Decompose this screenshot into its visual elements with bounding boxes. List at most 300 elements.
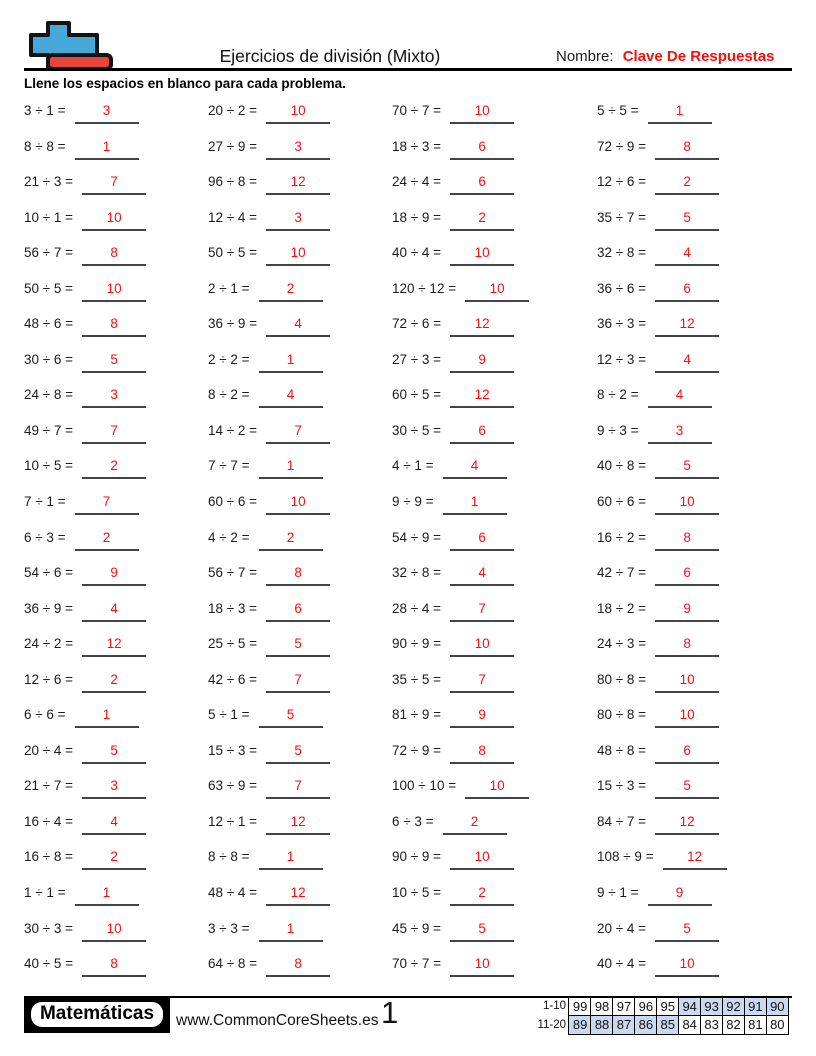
answer-blank: 9 bbox=[82, 565, 146, 586]
problem-expression: 10 ÷ 1 = bbox=[24, 209, 74, 225]
answer-blank: 8 bbox=[655, 530, 719, 551]
answer-blank: 1 bbox=[75, 139, 139, 160]
problem bbox=[208, 563, 392, 599]
answer-blank: 7 bbox=[266, 778, 330, 799]
problem-expression: 24 ÷ 3 = bbox=[597, 636, 647, 652]
problem-expression: 28 ÷ 4 = bbox=[392, 600, 442, 616]
score-cell: 90 bbox=[766, 997, 790, 1017]
answer-blank: 5 bbox=[266, 743, 330, 764]
answer-blank: 2 bbox=[82, 672, 146, 693]
page-number: 1 bbox=[381, 995, 399, 1030]
score-table bbox=[530, 997, 789, 1035]
answer-blank: 10 bbox=[450, 245, 514, 266]
problem-expression: 5 ÷ 5 = bbox=[597, 103, 639, 118]
problem bbox=[208, 812, 392, 848]
problem bbox=[208, 101, 392, 137]
answer-blank: 4 bbox=[450, 565, 514, 586]
answer-blank: 7 bbox=[82, 174, 146, 195]
problem bbox=[24, 101, 208, 137]
page-title: Ejercicios de división (Mixto) bbox=[219, 46, 441, 66]
score-cell: 86 bbox=[634, 1015, 658, 1035]
problem bbox=[597, 812, 792, 848]
problem bbox=[24, 243, 208, 279]
score-cell: 92 bbox=[722, 997, 746, 1017]
problems-column-1 bbox=[24, 101, 208, 990]
answer-blank: 7 bbox=[266, 672, 330, 693]
problem bbox=[208, 954, 392, 990]
problem bbox=[597, 705, 792, 741]
problem bbox=[208, 528, 392, 564]
problem-expression: 45 ÷ 9 = bbox=[392, 920, 442, 936]
problem bbox=[597, 137, 792, 173]
problem bbox=[392, 741, 597, 777]
brand-badge: Matemáticas bbox=[28, 999, 166, 1030]
problem-expression: 12 ÷ 6 = bbox=[597, 174, 647, 190]
problem bbox=[392, 670, 597, 706]
problem bbox=[208, 741, 392, 777]
problem-expression: 12 ÷ 6 = bbox=[24, 671, 74, 687]
answer-blank: 4 bbox=[259, 387, 323, 408]
answer-blank: 12 bbox=[82, 636, 146, 657]
problem-expression: 84 ÷ 7 = bbox=[597, 813, 647, 829]
answer-blank: 1 bbox=[259, 849, 323, 870]
website-text: www.CommonCoreSheets.es bbox=[176, 1012, 379, 1029]
problem bbox=[208, 847, 392, 883]
problem bbox=[208, 634, 392, 670]
answer-blank: 10 bbox=[82, 210, 146, 231]
answer-blank: 2 bbox=[75, 530, 139, 551]
answer-blank: 5 bbox=[655, 458, 719, 479]
answer-blank: 3 bbox=[266, 139, 330, 160]
problem bbox=[24, 528, 208, 564]
problem bbox=[208, 208, 392, 244]
answer-blank: 12 bbox=[266, 174, 330, 195]
problem bbox=[597, 279, 792, 315]
problem bbox=[392, 954, 597, 990]
problem-expression: 96 ÷ 8 = bbox=[208, 174, 258, 190]
problem-expression: 18 ÷ 3 = bbox=[208, 600, 258, 616]
problem bbox=[392, 456, 597, 492]
answer-blank: 9 bbox=[450, 352, 514, 373]
problem bbox=[24, 421, 208, 457]
score-cell: 98 bbox=[590, 997, 614, 1017]
problem bbox=[208, 705, 392, 741]
problem-expression: 50 ÷ 5 = bbox=[208, 245, 258, 261]
problem-expression: 16 ÷ 8 = bbox=[24, 849, 74, 865]
problem-expression: 54 ÷ 9 = bbox=[392, 529, 442, 545]
problem-expression: 9 ÷ 9 = bbox=[392, 494, 434, 510]
problem-expression: 80 ÷ 8 = bbox=[597, 671, 647, 687]
problem bbox=[597, 456, 792, 492]
answer-blank: 1 bbox=[648, 103, 712, 124]
problem-expression: 7 ÷ 1 = bbox=[24, 494, 66, 510]
problems-grid bbox=[24, 101, 792, 990]
answer-blank: 4 bbox=[82, 601, 146, 622]
answer-blank: 10 bbox=[655, 707, 719, 728]
score-cell: 93 bbox=[700, 997, 724, 1017]
problem-expression: 36 ÷ 3 = bbox=[597, 316, 647, 332]
problem-expression: 3 ÷ 3 = bbox=[208, 920, 250, 936]
problem-expression: 6 ÷ 6 = bbox=[24, 707, 66, 723]
answer-blank: 2 bbox=[82, 849, 146, 870]
problem bbox=[24, 350, 208, 386]
problem-expression: 18 ÷ 3 = bbox=[392, 138, 442, 154]
problem-expression: 40 ÷ 5 = bbox=[24, 956, 74, 972]
answer-blank: 10 bbox=[655, 672, 719, 693]
answer-blank: 6 bbox=[655, 565, 719, 586]
problem-expression: 36 ÷ 9 = bbox=[208, 316, 258, 332]
answer-blank: 10 bbox=[450, 956, 514, 977]
header-divider bbox=[24, 68, 792, 71]
problem-expression: 64 ÷ 8 = bbox=[208, 956, 258, 972]
problem-expression: 18 ÷ 2 = bbox=[597, 600, 647, 616]
problem bbox=[392, 314, 597, 350]
answer-blank: 10 bbox=[465, 778, 529, 799]
score-row bbox=[530, 1017, 789, 1035]
problem bbox=[208, 492, 392, 528]
problem-expression: 21 ÷ 3 = bbox=[24, 174, 74, 190]
answer-blank: 1 bbox=[75, 885, 139, 906]
problem bbox=[392, 919, 597, 955]
problem bbox=[24, 847, 208, 883]
problem bbox=[24, 385, 208, 421]
answer-blank: 8 bbox=[82, 956, 146, 977]
answer-blank: 12 bbox=[655, 814, 719, 835]
score-cell: 95 bbox=[656, 997, 680, 1017]
problem bbox=[208, 456, 392, 492]
problem bbox=[597, 172, 792, 208]
problem-expression: 24 ÷ 4 = bbox=[392, 174, 442, 190]
problem bbox=[208, 172, 392, 208]
score-cells bbox=[570, 997, 789, 1017]
answer-blank: 8 bbox=[655, 139, 719, 160]
answer-blank: 10 bbox=[82, 921, 146, 942]
problem-expression: 12 ÷ 3 = bbox=[597, 351, 647, 367]
problem-expression: 2 ÷ 2 = bbox=[208, 351, 250, 367]
problem-expression: 15 ÷ 3 = bbox=[208, 742, 258, 758]
answer-blank: 10 bbox=[266, 103, 330, 124]
problem bbox=[208, 670, 392, 706]
answer-blank: 12 bbox=[266, 885, 330, 906]
problem-expression: 12 ÷ 4 = bbox=[208, 209, 258, 225]
problem bbox=[392, 421, 597, 457]
score-cell: 89 bbox=[568, 1015, 592, 1035]
answer-blank: 4 bbox=[648, 387, 712, 408]
problem-expression: 8 ÷ 8 = bbox=[24, 138, 66, 154]
answer-blank: 1 bbox=[259, 921, 323, 942]
problem-expression: 81 ÷ 9 = bbox=[392, 707, 442, 723]
problem bbox=[24, 954, 208, 990]
score-row bbox=[530, 997, 789, 1017]
answer-blank: 3 bbox=[75, 103, 139, 124]
answer-blank: 10 bbox=[450, 103, 514, 124]
score-cell: 91 bbox=[744, 997, 768, 1017]
answer-blank: 1 bbox=[259, 458, 323, 479]
answer-blank: 9 bbox=[450, 707, 514, 728]
problem bbox=[24, 670, 208, 706]
name-row bbox=[556, 48, 774, 65]
answer-blank: 9 bbox=[648, 885, 712, 906]
problem-expression: 12 ÷ 1 = bbox=[208, 813, 258, 829]
name-label: Nombre: bbox=[556, 48, 614, 65]
answer-blank: 10 bbox=[655, 956, 719, 977]
answer-blank: 1 bbox=[75, 707, 139, 728]
problem-expression: 48 ÷ 8 = bbox=[597, 742, 647, 758]
problem bbox=[392, 847, 597, 883]
answer-blank: 7 bbox=[450, 672, 514, 693]
problem bbox=[24, 279, 208, 315]
problem bbox=[208, 137, 392, 173]
problem bbox=[597, 741, 792, 777]
problem bbox=[208, 599, 392, 635]
problem-expression: 30 ÷ 5 = bbox=[392, 422, 442, 438]
answer-blank: 4 bbox=[82, 814, 146, 835]
answer-blank: 4 bbox=[266, 316, 330, 337]
problem bbox=[597, 243, 792, 279]
problem bbox=[208, 385, 392, 421]
problem-expression: 72 ÷ 9 = bbox=[597, 138, 647, 154]
problem-expression: 56 ÷ 7 = bbox=[208, 565, 258, 581]
answer-blank: 6 bbox=[655, 743, 719, 764]
answer-blank: 4 bbox=[655, 245, 719, 266]
score-cell: 87 bbox=[612, 1015, 636, 1035]
problem bbox=[24, 456, 208, 492]
problem bbox=[24, 208, 208, 244]
problem-expression: 15 ÷ 3 = bbox=[597, 778, 647, 794]
score-row-label: 11-20 bbox=[537, 1018, 566, 1031]
score-cell: 94 bbox=[678, 997, 702, 1017]
problem bbox=[392, 172, 597, 208]
problem-expression: 60 ÷ 5 = bbox=[392, 387, 442, 403]
problem-expression: 7 ÷ 7 = bbox=[208, 458, 250, 474]
problem bbox=[597, 563, 792, 599]
problem-expression: 30 ÷ 3 = bbox=[24, 920, 74, 936]
score-cell: 83 bbox=[700, 1015, 724, 1035]
problem-expression: 48 ÷ 6 = bbox=[24, 316, 74, 332]
problem bbox=[24, 492, 208, 528]
problem bbox=[208, 776, 392, 812]
answer-blank: 2 bbox=[450, 885, 514, 906]
answer-blank: 5 bbox=[655, 778, 719, 799]
problem bbox=[597, 954, 792, 990]
problem-expression: 90 ÷ 9 = bbox=[392, 849, 442, 865]
problem-expression: 108 ÷ 9 = bbox=[597, 849, 654, 865]
problem-expression: 6 ÷ 3 = bbox=[392, 813, 434, 829]
answer-blank: 10 bbox=[450, 636, 514, 657]
problems-column-3 bbox=[392, 101, 597, 990]
instruction-text: Llene los espacios en blanco para cada problema. bbox=[24, 76, 346, 91]
answer-blank: 5 bbox=[655, 921, 719, 942]
problem bbox=[392, 208, 597, 244]
problem-expression: 40 ÷ 4 = bbox=[597, 956, 647, 972]
problem-expression: 54 ÷ 6 = bbox=[24, 565, 74, 581]
problem-expression: 36 ÷ 6 = bbox=[597, 280, 647, 296]
answer-blank: 12 bbox=[450, 316, 514, 337]
problem bbox=[208, 243, 392, 279]
problem-expression: 90 ÷ 9 = bbox=[392, 636, 442, 652]
problem bbox=[597, 634, 792, 670]
problem bbox=[392, 101, 597, 137]
score-cell: 85 bbox=[656, 1015, 680, 1035]
problem-expression: 21 ÷ 7 = bbox=[24, 778, 74, 794]
problem bbox=[392, 385, 597, 421]
answer-blank: 2 bbox=[443, 814, 507, 835]
problem-expression: 20 ÷ 4 = bbox=[597, 920, 647, 936]
answer-blank: 6 bbox=[266, 601, 330, 622]
problem bbox=[24, 812, 208, 848]
problem-expression: 32 ÷ 8 = bbox=[597, 245, 647, 261]
problem bbox=[392, 634, 597, 670]
problems-column-4 bbox=[597, 101, 792, 990]
problem-expression: 35 ÷ 5 = bbox=[392, 671, 442, 687]
problem bbox=[24, 741, 208, 777]
problem-expression: 80 ÷ 8 = bbox=[597, 707, 647, 723]
problem-expression: 70 ÷ 7 = bbox=[392, 103, 442, 118]
problem bbox=[597, 528, 792, 564]
problem bbox=[24, 919, 208, 955]
answer-blank: 2 bbox=[655, 174, 719, 195]
problem bbox=[208, 350, 392, 386]
problem bbox=[597, 883, 792, 919]
problem bbox=[24, 599, 208, 635]
problem-expression: 1 ÷ 1 = bbox=[24, 885, 66, 901]
answer-blank: 6 bbox=[450, 174, 514, 195]
answer-blank: 5 bbox=[655, 210, 719, 231]
problem bbox=[24, 137, 208, 173]
problem bbox=[597, 670, 792, 706]
problem-expression: 20 ÷ 4 = bbox=[24, 742, 74, 758]
answer-blank: 4 bbox=[443, 458, 507, 479]
answer-blank: 5 bbox=[266, 636, 330, 657]
problem bbox=[392, 812, 597, 848]
problem bbox=[392, 492, 597, 528]
answer-blank: 10 bbox=[266, 245, 330, 266]
answer-blank: 4 bbox=[655, 352, 719, 373]
problem bbox=[392, 350, 597, 386]
answer-blank: 10 bbox=[465, 281, 529, 302]
answer-blank: 6 bbox=[450, 139, 514, 160]
problem-expression: 60 ÷ 6 = bbox=[597, 494, 647, 510]
problem-expression: 56 ÷ 7 = bbox=[24, 245, 74, 261]
answer-key-label: Clave De Respuestas bbox=[622, 48, 775, 65]
score-cell: 88 bbox=[590, 1015, 614, 1035]
score-cell: 81 bbox=[744, 1015, 768, 1035]
problem bbox=[392, 705, 597, 741]
answer-blank: 2 bbox=[82, 458, 146, 479]
answer-blank: 3 bbox=[82, 387, 146, 408]
problem bbox=[392, 599, 597, 635]
problem bbox=[392, 883, 597, 919]
problem bbox=[24, 563, 208, 599]
problem bbox=[392, 279, 597, 315]
answer-blank: 2 bbox=[450, 210, 514, 231]
problem bbox=[597, 101, 792, 137]
problem-expression: 27 ÷ 3 = bbox=[392, 351, 442, 367]
answer-blank: 1 bbox=[443, 494, 507, 515]
answer-blank: 12 bbox=[450, 387, 514, 408]
problem-expression: 120 ÷ 12 = bbox=[392, 280, 457, 296]
answer-blank: 7 bbox=[75, 494, 139, 515]
problems-column-2 bbox=[208, 101, 392, 990]
score-row-label: 1-10 bbox=[542, 1000, 566, 1012]
problem-expression: 42 ÷ 6 = bbox=[208, 671, 258, 687]
problem-expression: 50 ÷ 5 = bbox=[24, 280, 74, 296]
problem-expression: 100 ÷ 10 = bbox=[392, 778, 457, 794]
answer-blank: 10 bbox=[655, 494, 719, 515]
answer-blank: 8 bbox=[266, 565, 330, 586]
problem bbox=[597, 599, 792, 635]
problem-expression: 70 ÷ 7 = bbox=[392, 956, 442, 972]
answer-blank: 8 bbox=[82, 316, 146, 337]
problem bbox=[208, 883, 392, 919]
problem bbox=[208, 919, 392, 955]
problem-expression: 35 ÷ 7 = bbox=[597, 209, 647, 225]
problem bbox=[597, 847, 792, 883]
score-cell: 84 bbox=[678, 1015, 702, 1035]
problem bbox=[208, 421, 392, 457]
problem-expression: 20 ÷ 2 = bbox=[208, 103, 258, 118]
problem-expression: 4 ÷ 1 = bbox=[392, 458, 434, 474]
problem bbox=[24, 705, 208, 741]
problem-expression: 4 ÷ 2 = bbox=[208, 529, 250, 545]
problem bbox=[24, 172, 208, 208]
answer-blank: 8 bbox=[450, 743, 514, 764]
problem bbox=[392, 243, 597, 279]
problem-expression: 2 ÷ 1 = bbox=[208, 280, 250, 296]
answer-blank: 2 bbox=[259, 281, 323, 302]
answer-blank: 12 bbox=[266, 814, 330, 835]
brand-box bbox=[24, 996, 170, 1033]
answer-blank: 10 bbox=[450, 849, 514, 870]
problem-expression: 36 ÷ 9 = bbox=[24, 600, 74, 616]
answer-blank: 5 bbox=[259, 707, 323, 728]
problem bbox=[208, 279, 392, 315]
problem bbox=[597, 421, 792, 457]
problem bbox=[24, 314, 208, 350]
math-plus-logo-icon bbox=[27, 19, 115, 72]
score-cell: 80 bbox=[766, 1015, 790, 1035]
problem-expression: 9 ÷ 3 = bbox=[597, 422, 639, 438]
problem-expression: 18 ÷ 9 = bbox=[392, 209, 442, 225]
problem bbox=[208, 314, 392, 350]
problem-expression: 16 ÷ 4 = bbox=[24, 813, 74, 829]
problem-expression: 40 ÷ 8 = bbox=[597, 458, 647, 474]
problem-expression: 8 ÷ 2 = bbox=[597, 387, 639, 403]
problem-expression: 40 ÷ 4 = bbox=[392, 245, 442, 261]
problem-expression: 60 ÷ 6 = bbox=[208, 494, 258, 510]
problem bbox=[392, 137, 597, 173]
problem-expression: 8 ÷ 8 = bbox=[208, 849, 250, 865]
answer-blank: 6 bbox=[450, 423, 514, 444]
problem bbox=[597, 314, 792, 350]
problem-expression: 63 ÷ 9 = bbox=[208, 778, 258, 794]
problem bbox=[24, 883, 208, 919]
problem-expression: 10 ÷ 5 = bbox=[24, 458, 74, 474]
answer-blank: 8 bbox=[266, 956, 330, 977]
problem-expression: 3 ÷ 1 = bbox=[24, 103, 66, 118]
problem-expression: 72 ÷ 9 = bbox=[392, 742, 442, 758]
problem-expression: 25 ÷ 5 = bbox=[208, 636, 258, 652]
answer-blank: 9 bbox=[655, 601, 719, 622]
problem-expression: 30 ÷ 6 = bbox=[24, 351, 74, 367]
answer-blank: 12 bbox=[655, 316, 719, 337]
problem bbox=[597, 776, 792, 812]
problem-expression: 48 ÷ 4 = bbox=[208, 885, 258, 901]
answer-blank: 8 bbox=[82, 245, 146, 266]
problem bbox=[597, 350, 792, 386]
problem-expression: 32 ÷ 8 = bbox=[392, 565, 442, 581]
answer-blank: 7 bbox=[266, 423, 330, 444]
